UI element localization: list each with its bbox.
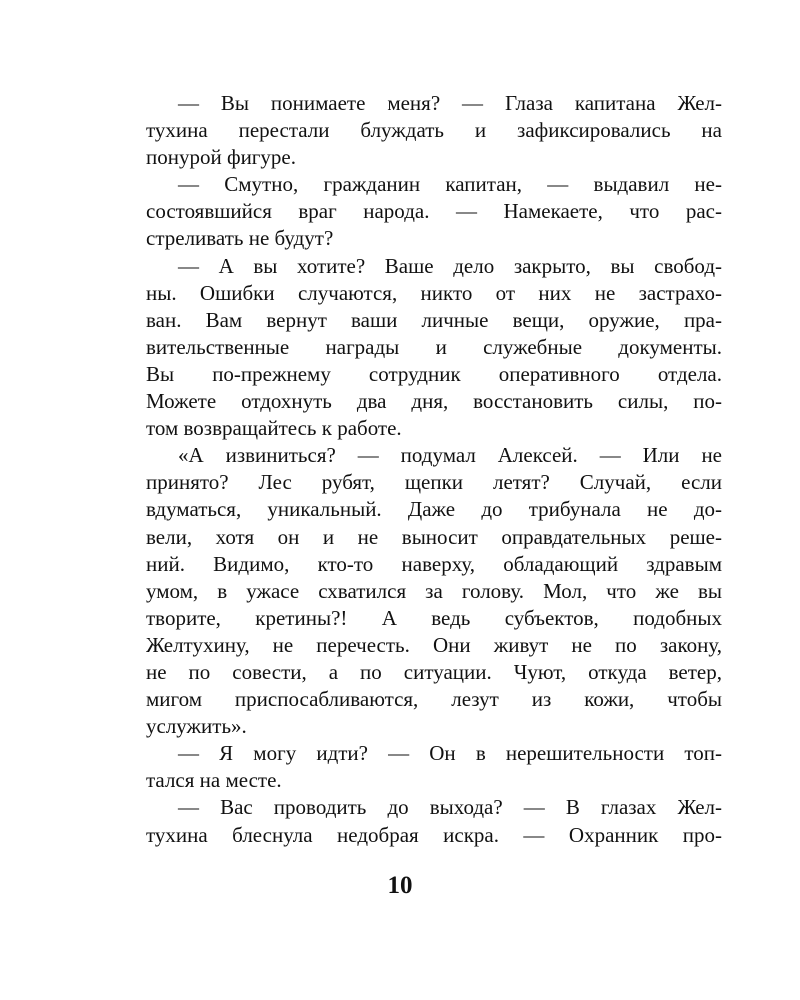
text-line: творите, кретины?! А ведь субъектов, подобных <box>146 605 722 630</box>
page-text <box>146 90 722 849</box>
paragraph-1 <box>146 90 722 171</box>
text-line: Желтухину, не перечесть. Они живут не по закону, <box>146 632 722 657</box>
text-line: тался на месте. <box>146 768 282 793</box>
text-line: стреливать не будут? <box>146 226 334 251</box>
paragraph-3 <box>146 253 722 443</box>
text-line: Вы по-прежнему сотрудник оперативного отдела. <box>146 361 722 386</box>
text-line: ны. Ошибки случаются, никто от них не застрахо- <box>146 280 722 305</box>
page-number: 10 <box>387 872 413 899</box>
text-line: том возвращайтесь к работе. <box>146 416 402 441</box>
text-line: — Смутно, гражданин капитан, — выдавил не- <box>178 172 722 197</box>
text-line: «А извиниться? — подумал Алексей. — Или не <box>178 443 722 468</box>
text-line: услужить». <box>146 714 247 739</box>
text-line: вительственные награды и служебные документы. <box>146 334 722 359</box>
paragraph-4 <box>146 442 722 740</box>
text-line: понурой фигуре. <box>146 145 296 170</box>
text-line: — Вас проводить до выхода? — В глазах Жел- <box>178 795 722 820</box>
text-line: умом, в ужасе схватился за голову. Мол, что же вы <box>146 578 722 603</box>
paragraph-5 <box>146 740 722 794</box>
text-line: состоявшийся враг народа. — Намекаете, что рас- <box>146 199 722 224</box>
text-line: тухина блеснула недобрая искра. — Охранник про- <box>146 822 722 847</box>
text-line: вели, хотя он и не выносит оправдательных реше- <box>146 524 722 549</box>
paragraph-2 <box>146 171 722 252</box>
text-line: вдуматься, уникальный. Даже до трибунала не до- <box>146 497 722 522</box>
text-line: — А вы хотите? Ваше дело закрыто, вы свобод- <box>178 253 722 278</box>
text-line: — Я могу идти? — Он в нерешительности топ- <box>178 741 722 766</box>
text-line: не по совести, а по ситуации. Чуют, откуда ветер, <box>146 659 722 684</box>
text-line: ван. Вам вернут ваши личные вещи, оружие, пра- <box>146 307 722 332</box>
paragraph-6 <box>146 794 722 848</box>
text-line: — Вы понимаете меня? — Глаза капитана Жел- <box>178 91 722 115</box>
text-line: ний. Видимо, кто-то наверху, обладающий здравым <box>146 551 722 576</box>
text-line: принято? Лес рубят, щепки летят? Случай, если <box>146 470 722 495</box>
text-line: мигом приспосабливаются, лезут из кожи, чтобы <box>146 687 722 712</box>
text-line: Можете отдохнуть два дня, восстановить силы, по- <box>146 389 722 414</box>
text-line: тухина перестали блуждать и зафиксировались на <box>146 118 722 143</box>
